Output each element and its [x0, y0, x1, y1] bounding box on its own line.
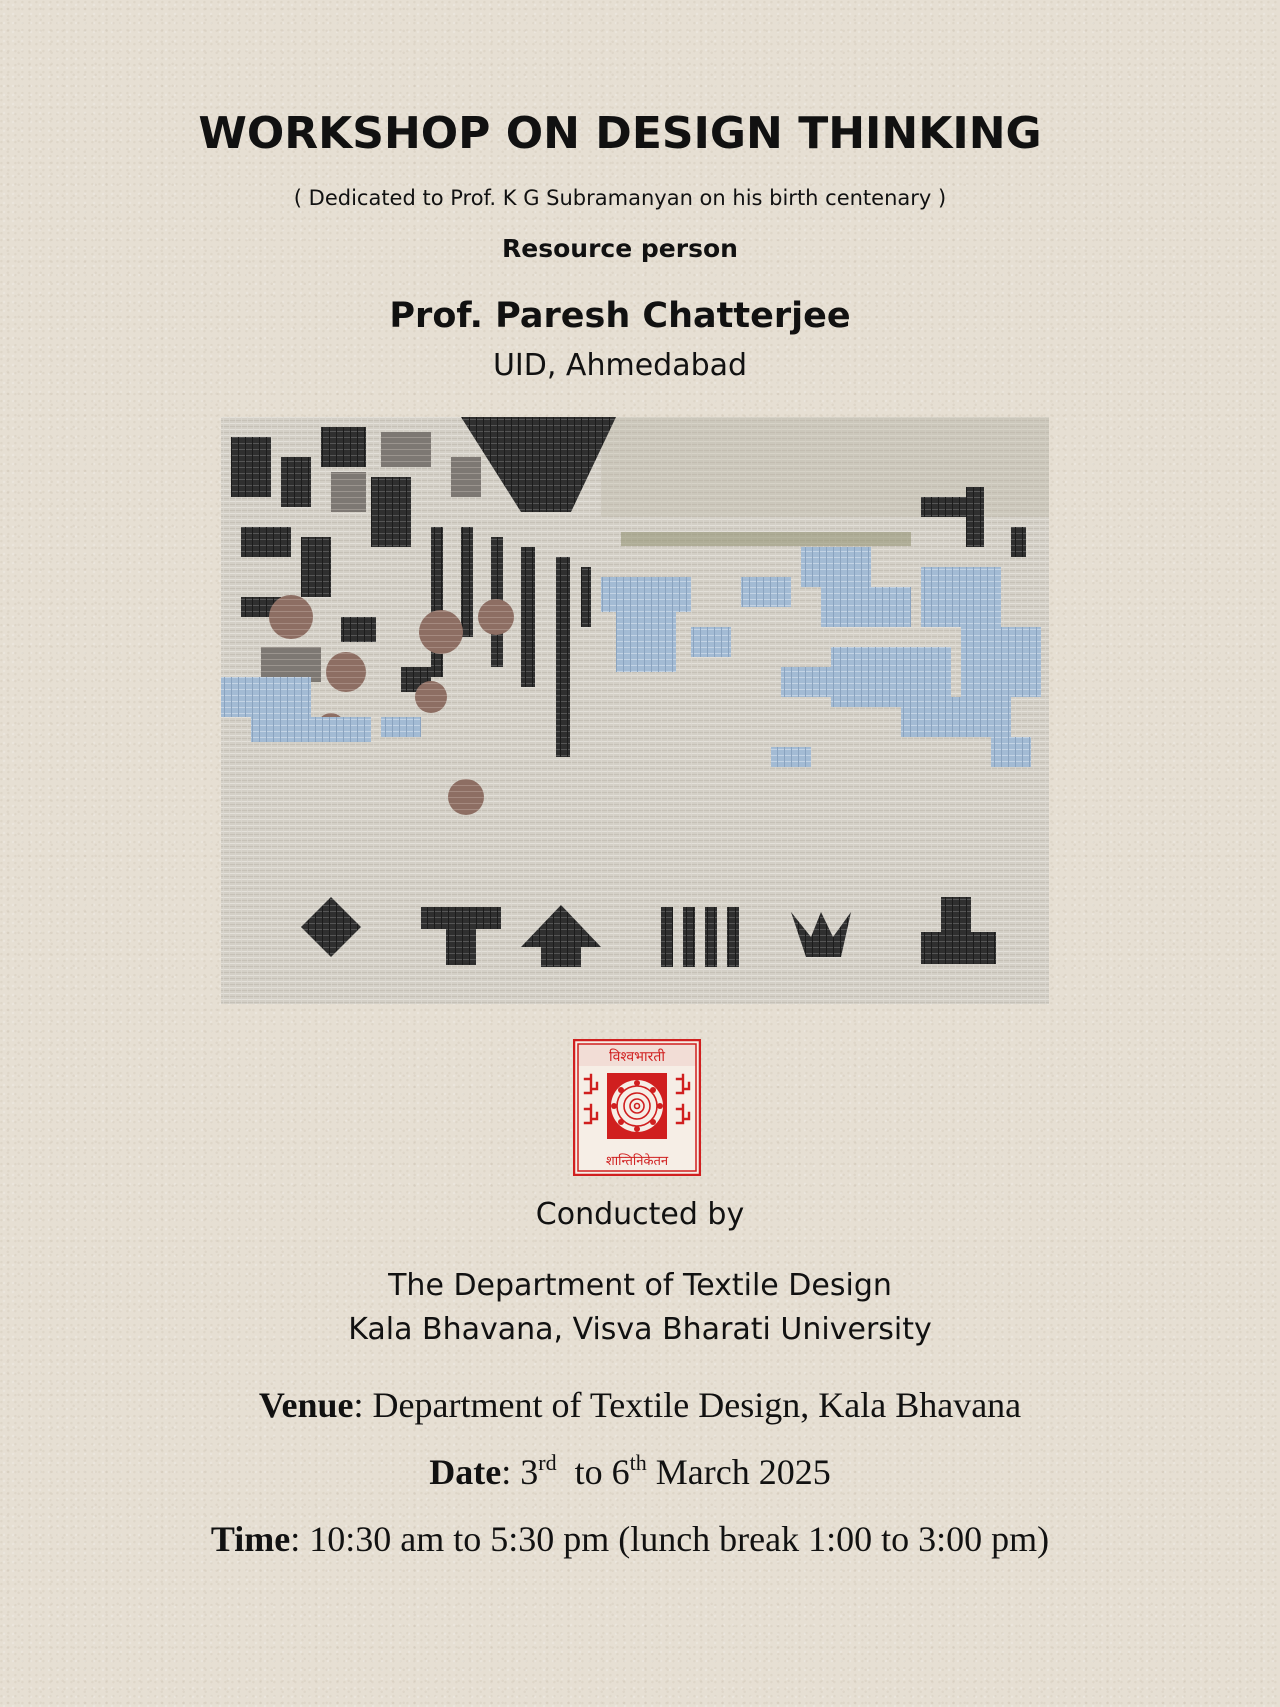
- woven-textile-image: [221, 417, 1049, 1004]
- workshop-title: WORKSHOP ON DESIGN THINKING: [198, 108, 1042, 159]
- date-middle: to 6: [556, 1452, 630, 1492]
- date-label: Date: [429, 1452, 502, 1492]
- seal-bottom-text: शान्तिनिकेतन: [605, 1154, 669, 1169]
- resource-person-label: Resource person: [502, 234, 738, 263]
- organizer-department: The Department of Textile Design: [388, 1268, 892, 1303]
- resource-person-name: Prof. Paresh Chatterjee: [389, 296, 851, 336]
- conducted-by-label: Conducted by: [535, 1197, 745, 1232]
- organizer-institution: Kala Bhavana, Visva Bharati University: [348, 1312, 932, 1347]
- date-end-suffix: th: [629, 1450, 647, 1475]
- date-line: [0, 1451, 1270, 1493]
- visva-bharati-seal-icon: [573, 1039, 701, 1176]
- time-value: : 10:30 am to 5:30 pm (lunch break 1:00 to 3:00 pm): [290, 1519, 1050, 1559]
- resource-person-affiliation: UID, Ahmedabad: [492, 348, 748, 383]
- date-start: : 3: [501, 1452, 539, 1492]
- time-line: [0, 1518, 1270, 1560]
- venue-line: [0, 1384, 1280, 1426]
- venue-value: : Department of Textile Design, Kala Bhavana: [353, 1385, 1022, 1425]
- venue-label: Venue: [258, 1385, 354, 1425]
- time-label: Time: [210, 1519, 291, 1559]
- date-start-suffix: rd: [538, 1450, 557, 1475]
- dedication-note: ( Dedicated to Prof. K G Subramanyan on his birth centenary ): [293, 186, 947, 210]
- date-month-year: March 2025: [646, 1452, 831, 1492]
- seal-top-text: विश्वभारती: [609, 1049, 665, 1065]
